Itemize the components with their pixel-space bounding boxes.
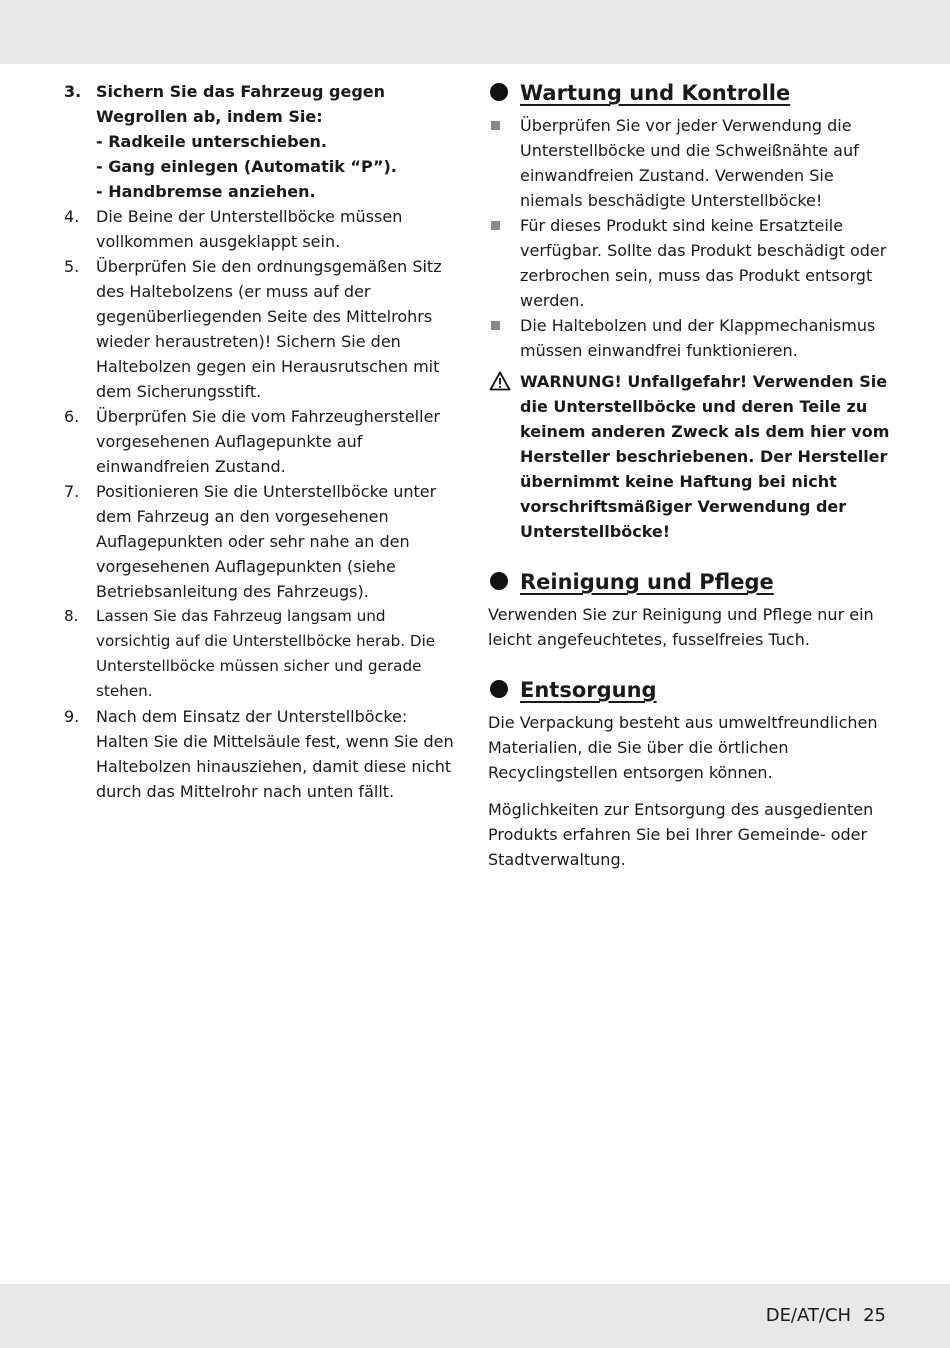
step-text: Überprüfen Sie den ordnungsgemäßen Sitz des Haltebolzens (er muss auf der gegenüberliegenden Seite des Mittelrohrs wieder heraustreten)! Sichern Sie den Haltebolzen gegen ein Herausrutschen mit dem Sicherungsstift. [96, 257, 442, 401]
filled-circle-icon [490, 680, 508, 698]
region-label: DE/AT/CH [765, 1305, 852, 1326]
grey-square-icon [491, 121, 500, 130]
list-item-text: Die Haltebolzen und der Klappmechanismus müssen einwandfrei funktionieren. [520, 316, 876, 360]
step-subitem: - Handbremse anziehen. [96, 182, 316, 201]
step-3 [64, 79, 464, 204]
list-item-text: Für dieses Produkt sind keine Ersatzteile verfügbar. Sollte das Produkt beschädigt oder zerbrochen sein, muss das Produkt entsorgt werden. [520, 216, 887, 310]
section-heading-disposal [488, 676, 898, 706]
step-9 [64, 704, 464, 804]
section-heading-maintenance [488, 79, 898, 109]
warning-triangle-icon [489, 371, 511, 398]
filled-circle-icon [490, 572, 508, 590]
section-heading-cleaning [488, 568, 898, 598]
warning-text: WARNUNG! Unfallgefahr! Verwenden Sie die Unterstellböcke und deren Teile zu keinem anderen Zweck als dem hier vom Hersteller beschriebenen. Der Hersteller übernimmt keine Haftung bei nicht vorschriftsmäßiger Verwendung der Unterstellböcke! [520, 372, 890, 541]
filled-circle-icon [490, 83, 508, 101]
step-8 [64, 604, 464, 704]
list-item [488, 313, 898, 363]
step-number: 9. [64, 707, 80, 726]
header-band [0, 0, 950, 64]
step-number: 3. [64, 82, 82, 101]
step-number: 4. [64, 207, 80, 226]
step-text: Positionieren Sie die Unterstellböcke unter dem Fahrzeug an den vorgesehenen Auflagepunkten oder sehr nahe an den vorgesehenen Auflagepunkten (siehe Betriebsanleitung des Fahrzeugs). [96, 482, 437, 601]
grey-square-icon [491, 221, 500, 230]
left-column [64, 79, 464, 804]
step-7 [64, 479, 464, 604]
list-item-text: Überprüfen Sie vor jeder Verwendung die Unterstellböcke und die Schweißnähte auf einwandfreien Zustand. Verwenden Sie niemals beschädigte Unterstellböcke! [520, 116, 859, 210]
paragraph: Verwenden Sie zur Reinigung und Pflege nur ein leicht angefeuchtetes, fusselfreies Tuch. [488, 605, 874, 649]
section-title: Wartung und Kontrolle [520, 81, 791, 105]
page-number: 25 [863, 1305, 886, 1326]
step-text: Lassen Sie das Fahrzeug langsam und vorsichtig auf die Unterstellböcke herab. Die Unterstellböcke müssen sicher und gerade stehen. [96, 607, 436, 700]
step-4 [64, 204, 464, 254]
step-text: Die Beine der Unterstellböcke müssen vollkommen ausgeklappt sein. [96, 207, 403, 251]
step-number: 7. [64, 482, 80, 501]
step-number: 6. [64, 407, 80, 426]
paragraph: Die Verpackung besteht aus umweltfreundlichen Materialien, die Sie über die örtlichen Recyclingstellen entsorgen können. [488, 713, 878, 782]
list-item [488, 213, 898, 313]
step-text: Nach dem Einsatz der Unterstellböcke: Halten Sie die Mittelsäule fest, wenn Sie den Haltebolzen hinausziehen, damit diese nicht durch das Mittelrohr nach unten fällt. [96, 707, 454, 801]
step-text: Überprüfen Sie die vom Fahrzeughersteller vorgesehenen Auflagepunkte auf einwandfreien Zustand. [96, 407, 440, 476]
step-text: Sichern Sie das Fahrzeug gegen Wegrollen ab, indem Sie: [96, 82, 386, 126]
step-number: 5. [64, 257, 80, 276]
right-column [488, 79, 898, 872]
page-footer [766, 1305, 886, 1326]
section-title: Reinigung und Pflege [520, 570, 774, 594]
warning-notice [488, 369, 898, 544]
step-5 [64, 254, 464, 404]
grey-square-icon [491, 321, 500, 330]
list-item [488, 113, 898, 213]
step-subitem: - Radkeile unterschieben. [96, 132, 327, 151]
step-6 [64, 404, 464, 479]
step-number: 8. [64, 607, 79, 625]
paragraph: Möglichkeiten zur Entsorgung des ausgedienten Produkts erfahren Sie bei Ihrer Gemeinde- oder Stadtverwaltung. [488, 800, 874, 869]
section-title: Entsorgung [520, 678, 657, 702]
step-subitem: - Gang einlegen (Automatik “P”). [96, 157, 397, 176]
